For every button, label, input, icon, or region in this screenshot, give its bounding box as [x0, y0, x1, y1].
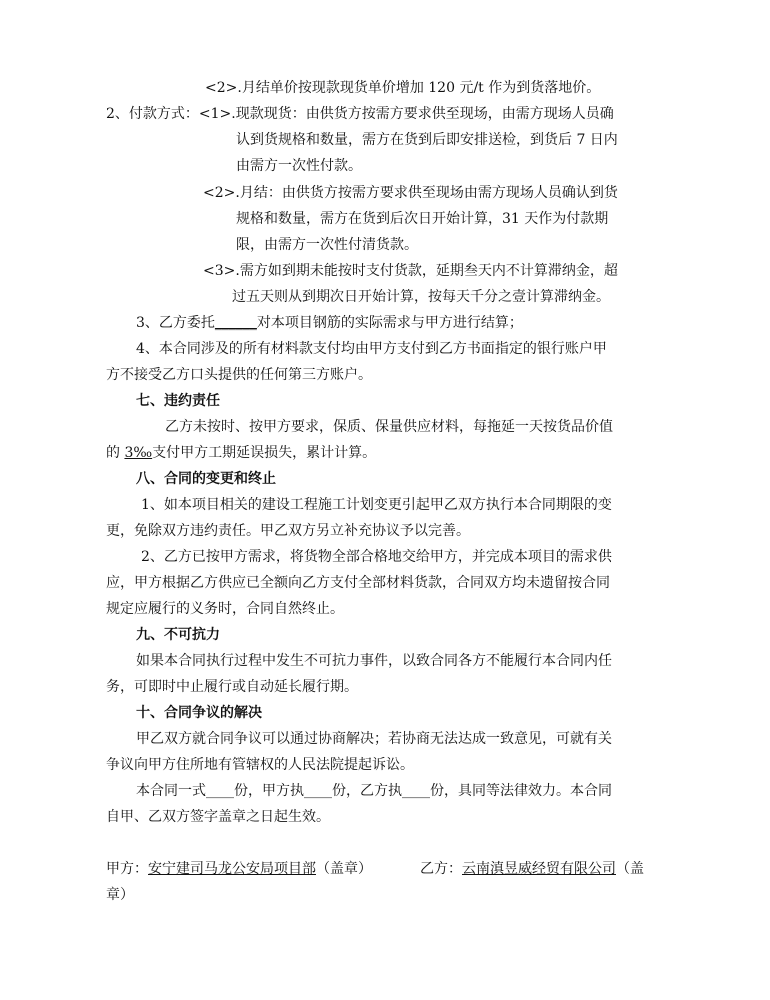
party-b-seal: （盖 [616, 861, 644, 877]
section-8-p1-line-2: 更，免除双方违约责任。甲乙双方另立补充协议予以完善。 [106, 523, 470, 539]
section-7-line-1: 乙方未按时、按甲方要求，保质、保量供应材料，每拖延一天按货品价值 [165, 419, 613, 435]
payment-method-line-3: 由需方一次性付款。 [236, 158, 362, 174]
party-b-seal-continued: 章） [106, 887, 134, 903]
signature-line [106, 859, 372, 879]
section-10-heading: 十、合同争议的解决 [136, 705, 262, 721]
section-8-p2-line-2: 应，甲方根据乙方供应已全额向乙方支付全部材料货款，合同双方均未遗留按合同 [106, 575, 610, 591]
section-8-heading: 八、合同的变更和终止 [136, 471, 276, 487]
party-a-label: 甲方： [106, 861, 148, 877]
penalty-rate: 3‰ [124, 445, 153, 461]
section-9-line-1: 如果本合同执行过程中发生不可抗力事件，以致合同各方不能履行本合同内任 [136, 653, 612, 669]
party-a-seal: （盖章） [316, 861, 372, 877]
clause-4-line-2: 方不接受乙方口头提供的任何第三方账户。 [106, 367, 372, 383]
section-7-line-2 [106, 443, 376, 463]
section-10-line-1: 甲乙双方就合同争议可以通过协商解决；若协商无法达成一致意见，可就有关 [136, 731, 612, 747]
copies-line-1: 本合同一式____份，甲方执____份，乙方执____份，具同等法律效力。本合同 [136, 783, 612, 799]
section-8-p2-line-1: 2、乙方已按甲方需求，将货物全部合格地交给甲方，并完成本项目的需求供 [141, 549, 612, 565]
monthly-unit-price-line: <2>.月结单价按现款现货单价增加 120 元/t 作为到货落地价。 [205, 80, 601, 96]
payment-method-line-1: 2、付款方式：<1>.现款现货：由供货方按需方要求供至现场，由需方现场人员确 [106, 106, 614, 122]
section-8-p2-line-3: 规定应履行的义务时，合同自然终止。 [106, 601, 344, 617]
monthly-payment-line-1: <2>.月结：由供货方按需方要求供至现场由需方现场人员确认到货 [203, 185, 618, 201]
clause-3-prefix: 3、乙方委托 [136, 315, 215, 331]
clause-3-blank: ______ [214, 315, 257, 331]
section-7-prefix: 的 [106, 445, 125, 461]
party-a-name: 安宁建司马龙公安局项目部 [148, 861, 316, 877]
party-b-label: 乙方： [420, 861, 462, 877]
monthly-payment-line-2: 规格和数量，需方在货到后次日开始计算，31 天作为付款期 [236, 211, 609, 227]
section-7-heading: 七、违约责任 [136, 393, 220, 409]
monthly-payment-line-3: 限，由需方一次性付清货款。 [236, 237, 418, 253]
section-8-p1-line-1: 1、如本项目相关的建设工程施工计划变更引起甲乙双方执行本合同期限的变 [141, 497, 612, 513]
party-b-signature [420, 859, 644, 879]
copies-line-2: 自甲、乙双方签字盖章之日起生效。 [106, 809, 330, 825]
section-10-line-2: 争议向甲方住所地有管辖权的人民法院提起诉讼。 [106, 757, 414, 773]
section-7-suffix: 支付甲方工期延误损失，累计计算。 [152, 445, 377, 461]
clause-4-line-1: 4、本合同涉及的所有材料款支付均由甲方支付到乙方书面指定的银行账户甲 [136, 341, 607, 357]
clause-3-line [136, 313, 523, 333]
late-payment-line-2: 过五天则从到期次日开始计算，按每天千分之壹计算滞纳金。 [232, 289, 610, 305]
payment-method-line-2: 认到货规格和数量，需方在货到后即安排送检，到货后 7 日内 [236, 132, 618, 148]
section-9-line-2: 务，可即时中止履行或自动延长履行期。 [106, 679, 358, 695]
party-b-name: 云南滇昱威经贸有限公司 [462, 861, 616, 877]
clause-3-suffix: 对本项目钢筋的实际需求与甲方进行结算； [256, 315, 523, 331]
section-9-heading: 九、不可抗力 [136, 627, 220, 643]
late-payment-line-1: <3>.需方如到期未能按时支付货款，延期叁天内不计算滞纳金，超 [203, 263, 618, 279]
